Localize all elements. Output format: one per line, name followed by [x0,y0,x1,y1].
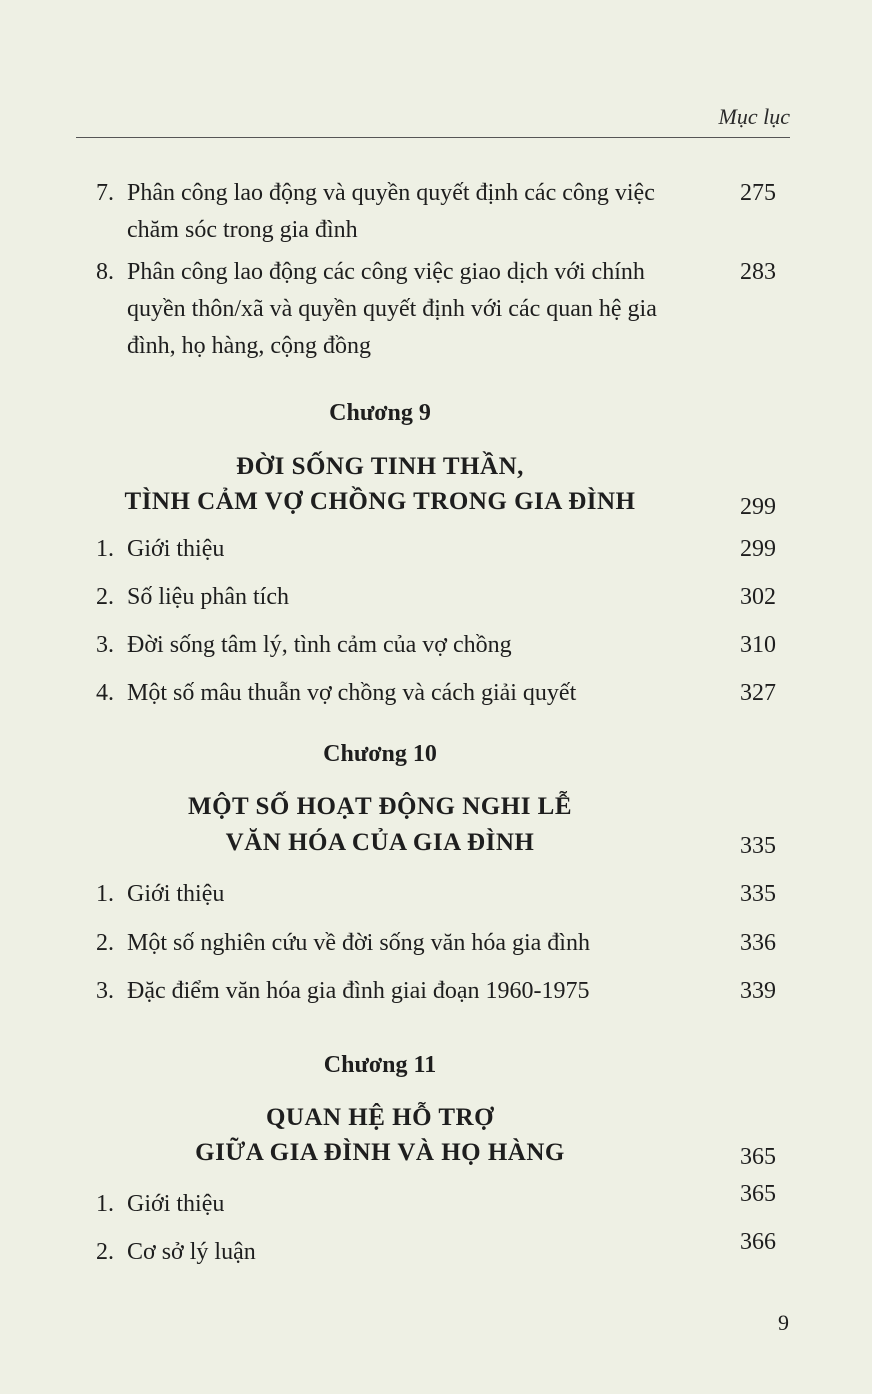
page-number: 9 [778,1310,789,1335]
entry-text: Phân công lao động các công việc giao dịch với chính quyền thôn/xã và quyền quyết định với các quan hệ gia đình, họ hàng, cộng đồng [127,259,657,359]
entry-number: 2. [96,1239,114,1265]
entry-text: Giới thiệu [127,1191,225,1217]
chapter-title-line: ĐỜI SỐNG TINH THẦN, [236,453,524,480]
entry-page: 335 [740,881,776,907]
chapter-page: 335 [740,833,776,859]
entry-page: 302 [740,584,776,610]
chapter-title-line: TÌNH CẢM VỢ CHỒNG TRONG GIA ĐÌNH [124,488,636,515]
entry-text: Phân công lao động và quyền quyết định các công việc chăm sóc trong gia đình [127,180,655,243]
chapter-title-line: MỘT SỐ HOẠT ĐỘNG NGHI LỄ [187,793,573,820]
entry-text: Một số mâu thuẫn vợ chồng và cách giải quyết [127,680,577,706]
entry-page: 310 [740,632,776,658]
entry-number: 8. [96,259,114,285]
entry-text: Giới thiệu [127,536,225,562]
entry-text: Cơ sở lý luận [127,1239,256,1265]
entry-number: 1. [96,1191,114,1217]
entry-text: Đặc điểm văn hóa gia đình giai đoạn 1960-1975 [127,978,590,1004]
chapter-label: Chương 9 [329,400,431,426]
chapter-page: 299 [740,494,776,520]
chapter-label: Chương 11 [323,1052,437,1078]
chapter-label: Chương 10 [323,741,437,767]
entry-page: 366 [740,1229,776,1255]
entry-page: 365 [740,1181,776,1207]
entry-page: 299 [740,536,776,562]
entry-page: 336 [740,930,776,956]
entry-page: 283 [740,259,776,285]
entry-number: 2. [96,930,114,956]
running-header: Mục lục [718,104,790,129]
entry-text: Một số nghiên cứu về đời sống văn hóa gia đình [127,930,590,956]
entry-text: Số liệu phân tích [127,584,289,610]
chapter-title-line: VĂN HÓA CỦA GIA ĐÌNH [225,829,535,856]
entry-number: 2. [96,584,114,610]
entry-page: 339 [740,978,776,1004]
chapter-title-line: GIỮA GIA ĐÌNH VÀ HỌ HÀNG [195,1139,565,1166]
entry-number: 3. [96,978,114,1004]
entry-number: 1. [96,881,114,907]
entry-page: 275 [740,180,776,206]
entry-number: 7. [96,180,114,206]
entry-page: 327 [740,680,776,706]
chapter-title-line: QUAN HỆ HỖ TRỢ [265,1104,495,1131]
entry-text: Giới thiệu [127,881,225,907]
header-divider [76,137,790,138]
entry-number: 4. [96,680,114,706]
entry-text: Đời sống tâm lý, tình cảm của vợ chồng [127,632,512,658]
entry-number: 1. [96,536,114,562]
entry-number: 3. [96,632,114,658]
chapter-page: 365 [740,1144,776,1170]
